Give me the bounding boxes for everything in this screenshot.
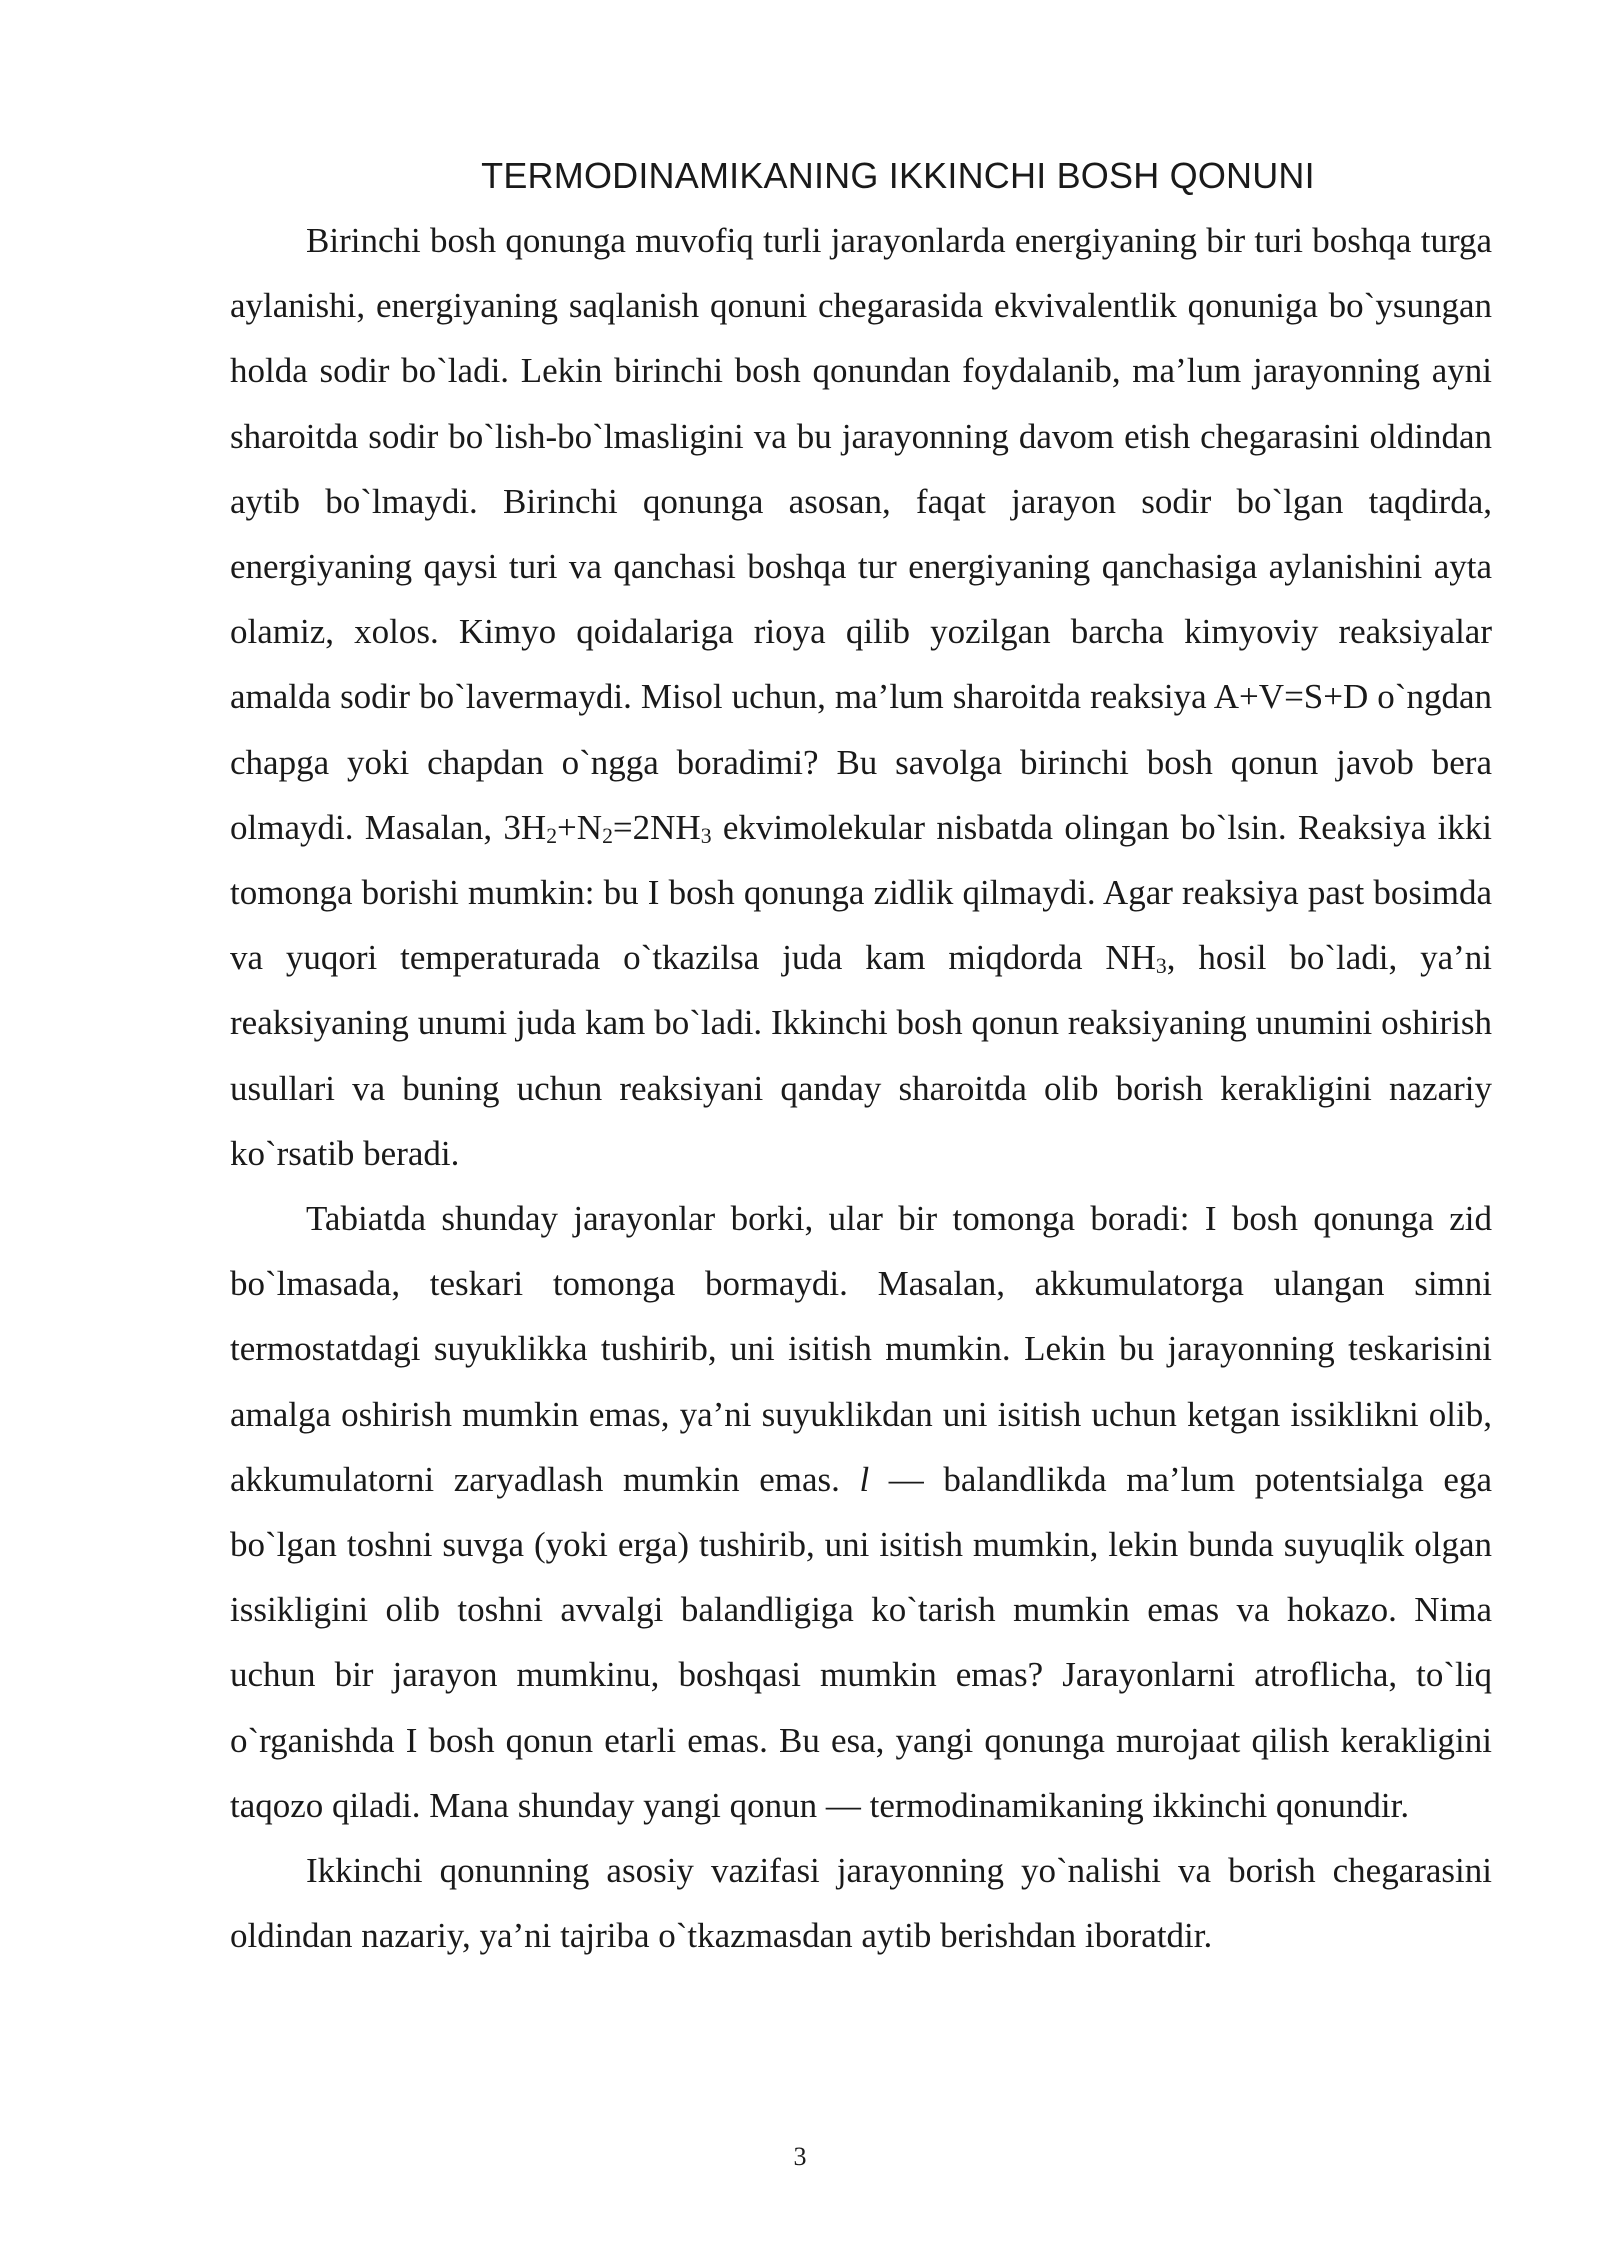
subscript-n2: 2 <box>602 823 613 848</box>
paragraph-1-text-d: ekvimolekular nisbatda olingan bo`lsin. Reaksiya ikki tomonga borishi mumkin: bu I bosh qonunga zidlik qilmaydi. Agar reaksiya past bosimda va yuqori temperaturada o`tkazilsa juda kam miqdorda NH <box>230 807 1492 978</box>
subscript-nh3-second: 3 <box>1155 954 1167 979</box>
paragraph-2 <box>230 1186 1492 1838</box>
page-title: TERMODINAMIKANING IKKINCHI BOSH QONUNI <box>481 155 1315 196</box>
paragraph-1-text-a: Birinchi bosh qonunga muvofiq turli jarayonlarda energiyaning bir turi boshqa turga aylanishi, energiyaning saqlanish qonuni chegarasida ekvivalentlik qonuniga bo`ysungan holda sodir bo`ladi. Lekin birinchi bosh qonundan foydalanib, ma’lum jarayonning ayni sharoitda sodir bo`lish-bo`lmasligini va bu jarayonning davom etish chegarasini oldindan aytib bo`lmaydi. Birinchi qonunga asosan, faqat jarayon sodir bo`lgan taqdirda, energiyaning qaysi turi va qanchasi boshqa tur energiyaning qanchasiga aylanishini ayta olamiz, xolos. Kimyo qoidalariga rioya qilib yozilgan barcha kimyoviy reaksiyalar amalda sodir bo`lavermaydi. Misol uchun, ma’lum sharoitda reaksiya A+V=S+D o`ngdan chapga yoki chapdan o`ngga boradimi? Bu savolga birinchi bosh qonun javob bera olmaydi. Masalan, 3H <box>230 221 1492 847</box>
paragraph-1-text-c: =2NH <box>612 807 701 847</box>
paragraph-2-text-b: — balandlikda ma’lum potentsialga ega bo`lgan toshni suvga (yoki erga) tushirib, uni isitish mumkin, lekin bunda suyuqlik olgan issikligini olib toshni avvalgi balandligiga ko`tarish mumkin emas va hokazo. Nima uchun bir jarayon mumkinu, boshqasi mumkin emas? Jarayonlarni atroflicha, to`liq o`rganishda I bosh qonun etarli emas. Bu esa, yangi qonunga murojaat qilish kerakligini taqozo qiladi. Mana shunday yangi qonun — termodinamikaning ikkinchi qonundir. <box>230 1459 1492 1825</box>
italic-variable-l: l <box>859 1459 870 1499</box>
paragraph-1 <box>230 208 1492 1186</box>
subscript-h2: 2 <box>546 823 558 848</box>
paragraph-1-text-b: +N <box>557 807 603 847</box>
paragraph-2-text-a: Tabiatda shunday jarayonlar borki, ular bir tomonga boradi: I bosh qonunga zid bo`lmasada, teskari tomonga bormaydi. Masalan, akkumulatorga ulangan simni termostatdagi suyuklikka tushirib, uni isitish mumkin. Lekin bu jarayonning teskarisini amalga oshirish mumkin emas, ya’ni suyuklikdan uni isitish uchun ketgan issiklikni olib, akkumulatorni zaryadlash mumkin emas. <box>230 1199 1492 1499</box>
paragraph-1-text-e: , hosil bo`ladi, ya’ni reaksiyaning unumi juda kam bo`ladi. Ikkinchi bosh qonun reaksiyaning unumini oshirish usullari va buning uchun reaksiyani qanday sharoitda olib borish kerakligini nazariy ko`rsatib beradi. <box>230 938 1492 1173</box>
subscript-nh3: 3 <box>700 823 712 848</box>
page-number: 3 <box>793 2142 807 2171</box>
paragraph-3: Ikkinchi qonunning asosiy vazifasi jarayonning yo`nalishi va borish chegarasini oldindan nazariy, ya’ni tajriba o`tkazmasdan aytib berishdan iboratdir. <box>230 1851 1492 1956</box>
body-text <box>230 208 1492 1968</box>
